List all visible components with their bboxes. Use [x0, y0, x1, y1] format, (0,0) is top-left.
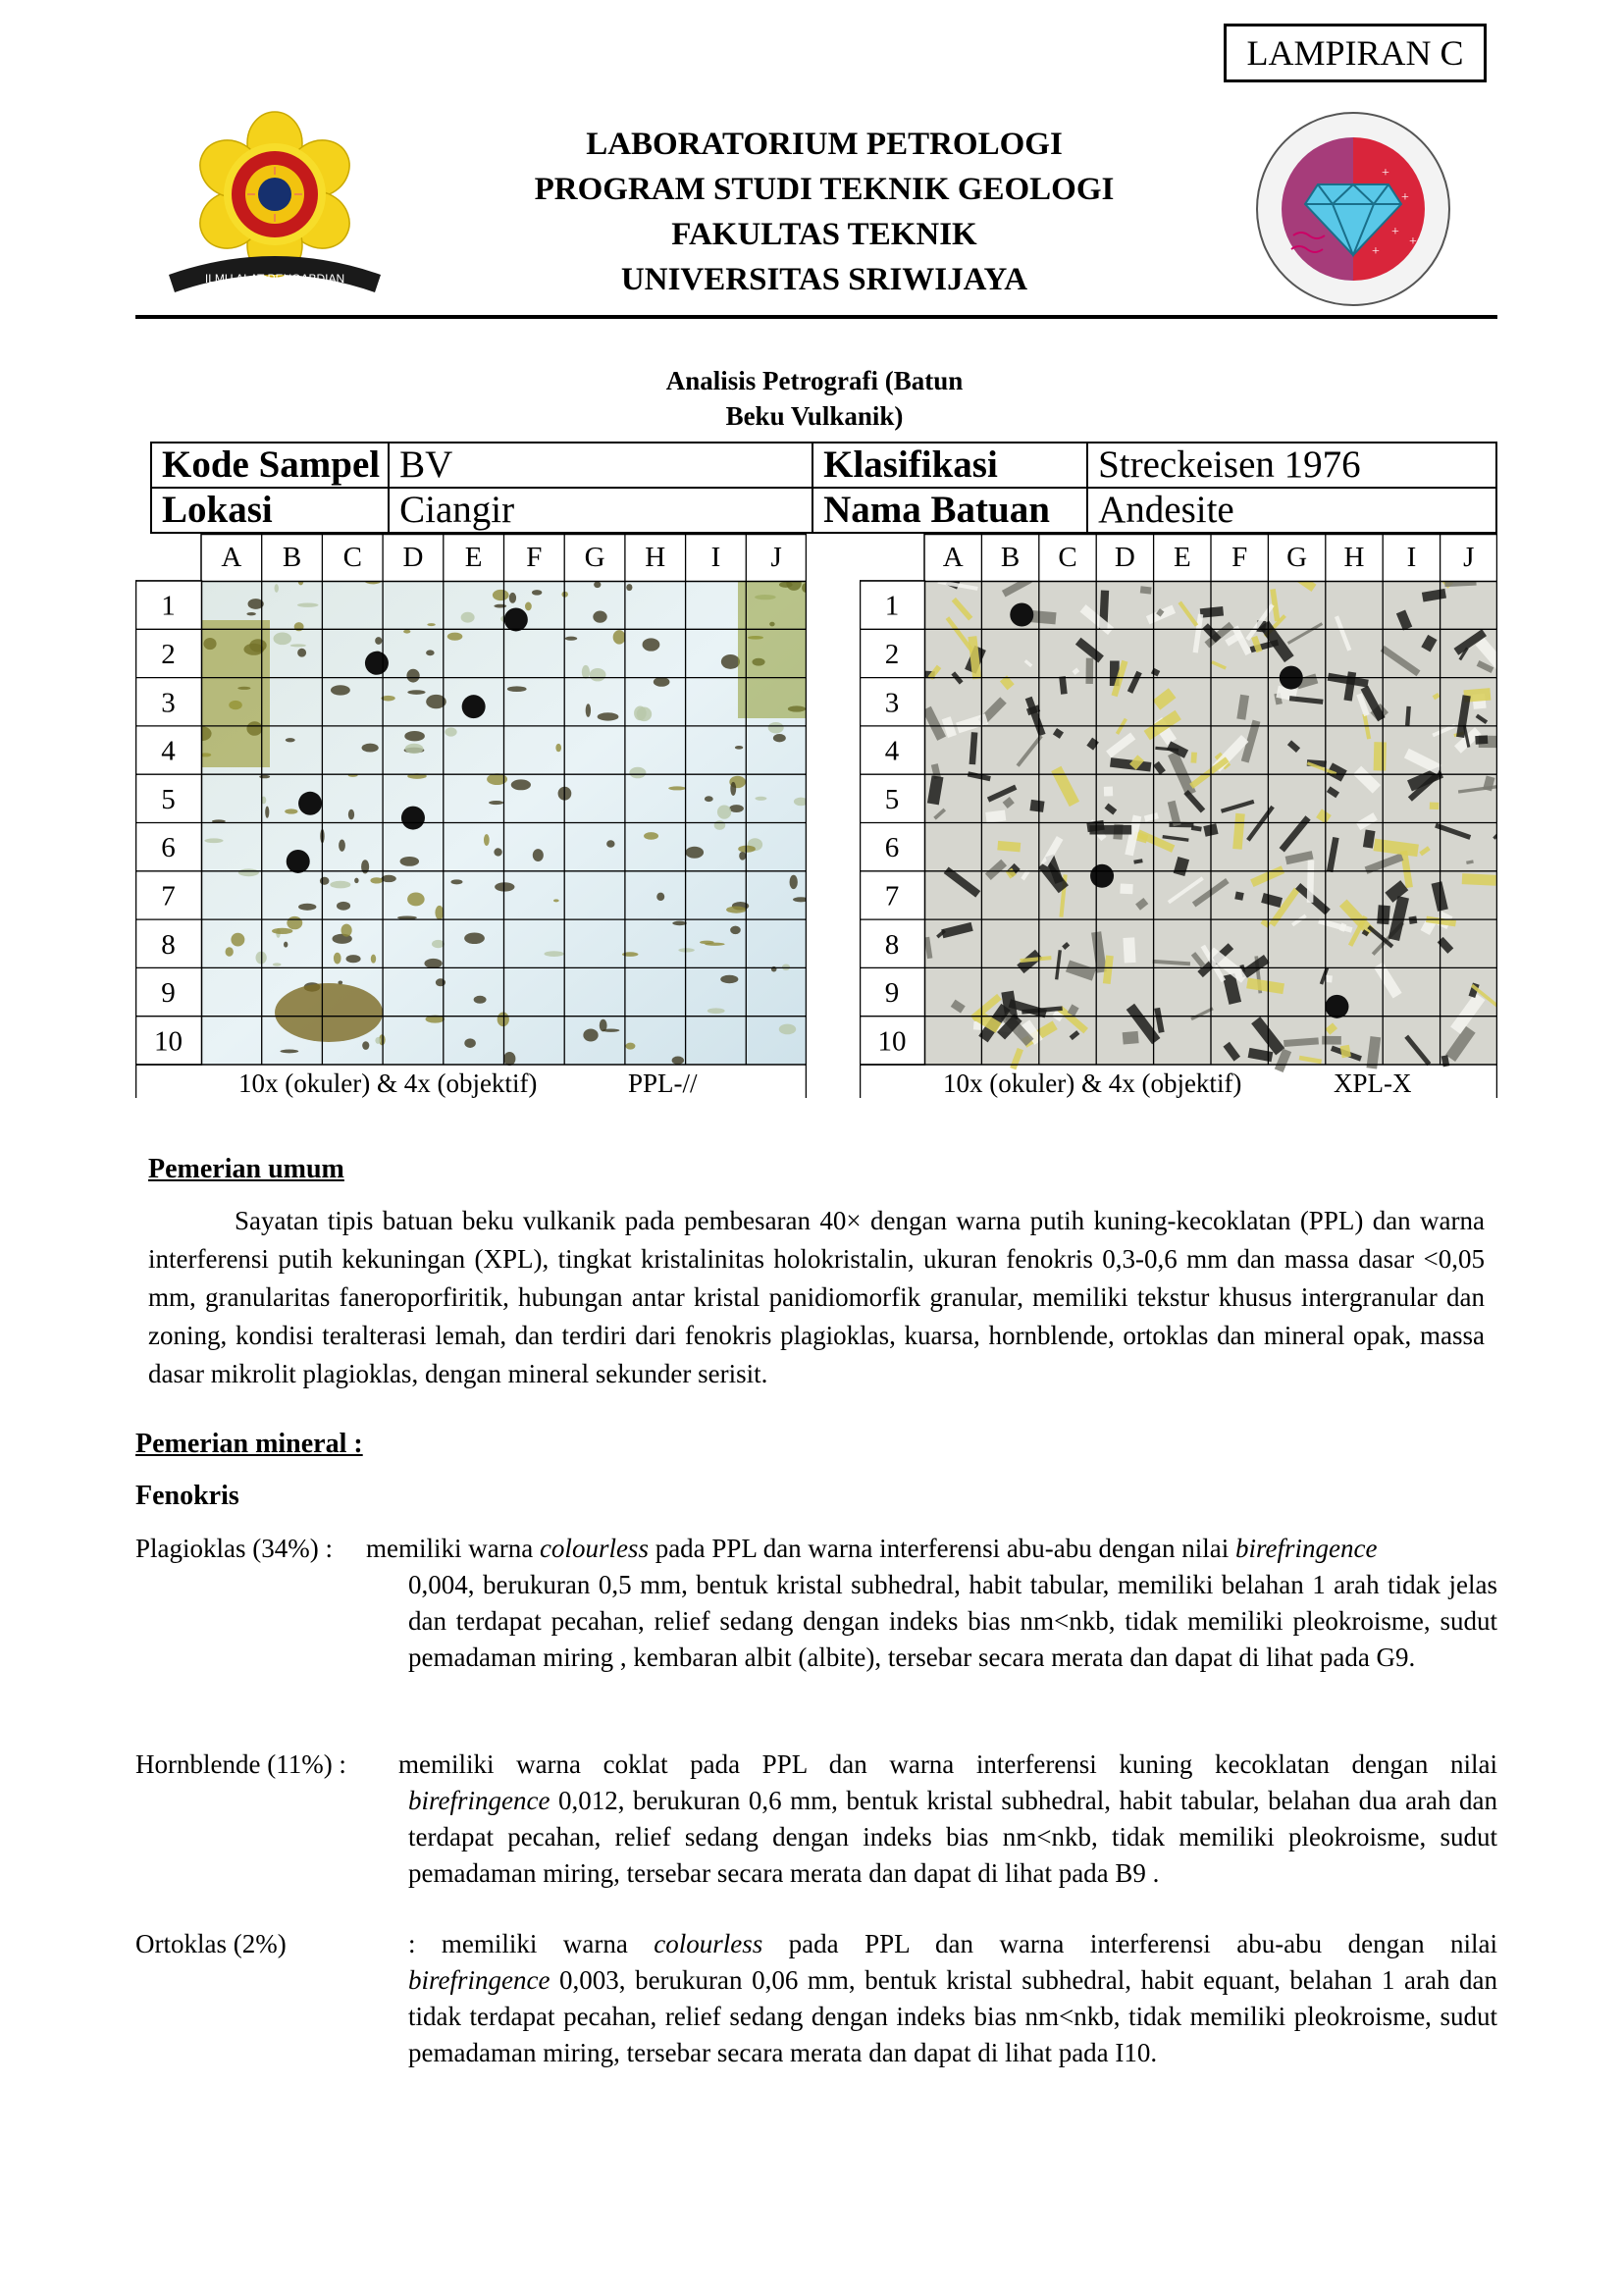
- laboratory-logo: [1244, 108, 1462, 310]
- row-label: 2: [884, 638, 900, 670]
- column-label: B: [1000, 542, 1021, 573]
- svg-text:ILMU ALAT PENGABDIAN: ILMU ALAT PENGABDIAN: [204, 272, 345, 286]
- mineral-desc-ortoklas: birefringence 0,003, berukuran 0,06 mm, bentuk kristal subhedral, habit equant, belahan 1 arah dan tidak terdapat pecahan, relief sedang dengan indeks bias nm<nkb, tidak memiliki pleokroisme, sudut pemadaman miring, tersebar secara merata dan dapat di lihat pada I10.: [408, 1965, 1497, 2067]
- column-label: D: [402, 542, 424, 573]
- row-label: 7: [161, 880, 176, 913]
- column-label: F: [526, 542, 543, 573]
- row-label: 9: [884, 977, 900, 1010]
- row-label: 10: [154, 1025, 183, 1058]
- nama-batuan-label: Nama Batuan: [812, 488, 1087, 533]
- header-line-4: UNIVERSITAS SRIWIJAYA: [620, 262, 1028, 297]
- analysis-title: [589, 363, 1040, 434]
- mineral-desc-hornblende: birefringence 0,012, berukuran 0,6 mm, bentuk kristal subhedral, habit tabular, belahan dua arah dan terdapat pecahan, relief sedang dengan indeks bias nm<nkb, tidak memiliki pleokroisme, sudut pemadaman miring, tersebar secara merata dan dapat di lihat pada B9 .: [408, 1786, 1497, 1888]
- ppl-micrograph-panel: [135, 534, 807, 1098]
- row-label: 7: [884, 880, 900, 913]
- mineral-name-hornblende: Hornblende (11%) :: [135, 1749, 346, 1779]
- column-label: B: [282, 542, 302, 573]
- row-label: 1: [161, 590, 176, 622]
- ppl-micrograph-grid: [135, 534, 807, 1098]
- mineral-intro-ortoklas: : memiliki warna colourless pada PPL dan warna interferensi abu-abu dengan nilai: [408, 1929, 1497, 1958]
- column-label: F: [1231, 542, 1248, 573]
- column-label: A: [221, 542, 242, 573]
- header-line-3: FAKULTAS TEKNIK: [671, 217, 977, 252]
- row-label: 5: [884, 783, 900, 815]
- svg-text:+: +: [1372, 244, 1380, 259]
- lokasi-label: Lokasi: [151, 488, 389, 533]
- header-divider: [135, 315, 1497, 319]
- phenocryst-subheading: Fenokris: [135, 1481, 239, 1511]
- nama-batuan-value: Andesite: [1087, 488, 1496, 533]
- svg-text:+: +: [1382, 166, 1389, 181]
- analysis-title-line-1: Analisis Petrografi (Batun: [665, 366, 964, 395]
- xpl-magnification: 10x (okuler) & 4x (objektif): [943, 1069, 1242, 1098]
- row-label: 4: [884, 735, 900, 767]
- lab-header: [334, 122, 1315, 302]
- ppl-micrograph-image: [193, 576, 807, 1066]
- lokasi-value: Ciangir: [389, 488, 812, 533]
- row-label: 9: [161, 977, 176, 1010]
- xpl-micrograph-panel: [860, 534, 1497, 1098]
- column-label: G: [584, 542, 605, 573]
- mineral-name-ortoklas: Ortoklas (2%): [135, 1929, 287, 1958]
- xpl-mode: XPL-X: [1334, 1069, 1412, 1098]
- header-line-2: PROGRAM STUDI TEKNIK GEOLOGI: [534, 172, 1115, 207]
- row-label: 2: [161, 638, 176, 670]
- klasifikasi-value: Streckeisen 1976: [1087, 443, 1496, 488]
- svg-text:+: +: [1391, 225, 1399, 239]
- mineral-intro-plagioklas: memiliki warna colourless pada PPL dan warna interferensi abu-abu dengan nilai birefringence: [366, 1534, 1378, 1563]
- kode-sampel-label: Kode Sampel: [151, 443, 389, 488]
- row-label: 8: [161, 928, 176, 961]
- ppl-mode: PPL-//: [628, 1069, 698, 1098]
- svg-text:+: +: [1409, 235, 1417, 249]
- column-label: I: [710, 542, 721, 573]
- mineral-desc-plagioklas: 0,004, berukuran 0,5 mm, bentuk kristal subhedral, habit tabular, memiliki belahan 1 arah tidak jelas dan terdapat pecahan, relief sedang dengan indeks bias nm<nkb, tidak memiliki pleokroisme, sudut pemadaman miring , kembaran albit (albite), tersebar secara merata dan dapat di lihat pada G9.: [408, 1570, 1497, 1672]
- analysis-title-line-2: Beku Vulkanik): [725, 401, 904, 431]
- row-label: 10: [877, 1025, 907, 1058]
- column-label: D: [1114, 542, 1135, 573]
- general-description-text: Sayatan tipis batuan beku vulkanik pada pembesaran 40× dengan warna putih kuning-kecoklatan (PPL) dan warna interferensi putih kekuningan (XPL), tingkat kristalinitas holokristalin, ukuran fenokris 0,3-0,6 mm dan massa dasar <0,05 mm, granularitas faneroporfiritik, hubungan antar kristal panidiomorfik granular, memiliki tekstur khusus intergranular dan zoning, kondisi teralterasi lemah, dan terdiri dari fenokris plagioklas, kuarsa, hornblende, ortoklas dan mineral opak, massa dasar mikrolit plagioklas, dengan mineral sekunder serisit.: [148, 1206, 1485, 1388]
- row-label: 1: [884, 590, 900, 622]
- header-line-1: LABORATORIUM PETROLOGI: [586, 127, 1063, 162]
- column-label: A: [942, 542, 964, 573]
- sample-info-table: [150, 442, 1497, 534]
- appendix-label: LAMPIRAN C: [1224, 24, 1487, 82]
- ppl-magnification: 10x (okuler) & 4x (objektif): [238, 1069, 538, 1098]
- row-label: 5: [161, 783, 176, 815]
- column-label: J: [1463, 542, 1475, 573]
- mineral-description-heading: Pemerian mineral :: [135, 1429, 363, 1459]
- kode-sampel-value: BV: [389, 443, 812, 488]
- column-label: E: [1173, 542, 1191, 573]
- column-label: E: [464, 542, 483, 573]
- column-label: G: [1286, 542, 1308, 573]
- row-label: 4: [161, 735, 176, 767]
- row-label: 6: [161, 832, 176, 864]
- klasifikasi-label: Klasifikasi: [812, 443, 1087, 488]
- row-label: 3: [161, 687, 176, 719]
- column-label: C: [342, 542, 362, 573]
- row-label: 3: [884, 687, 900, 719]
- row-label: 6: [884, 832, 900, 864]
- column-label: I: [1406, 542, 1417, 573]
- mineral-name-plagioklas: Plagioklas (34%) :: [135, 1534, 333, 1563]
- mineral-intro-hornblende: memiliki warna coklat pada PPL dan warna interferensi kuning kecoklatan dengan nilai: [398, 1749, 1497, 1779]
- column-label: C: [1058, 542, 1077, 573]
- xpl-micrograph-grid: [860, 534, 1497, 1098]
- column-label: H: [645, 542, 666, 573]
- svg-text:+: +: [1401, 190, 1409, 205]
- general-description-heading: Pemerian umum: [148, 1154, 344, 1184]
- row-label: 8: [884, 928, 900, 961]
- column-label: J: [770, 542, 782, 573]
- column-label: H: [1343, 542, 1365, 573]
